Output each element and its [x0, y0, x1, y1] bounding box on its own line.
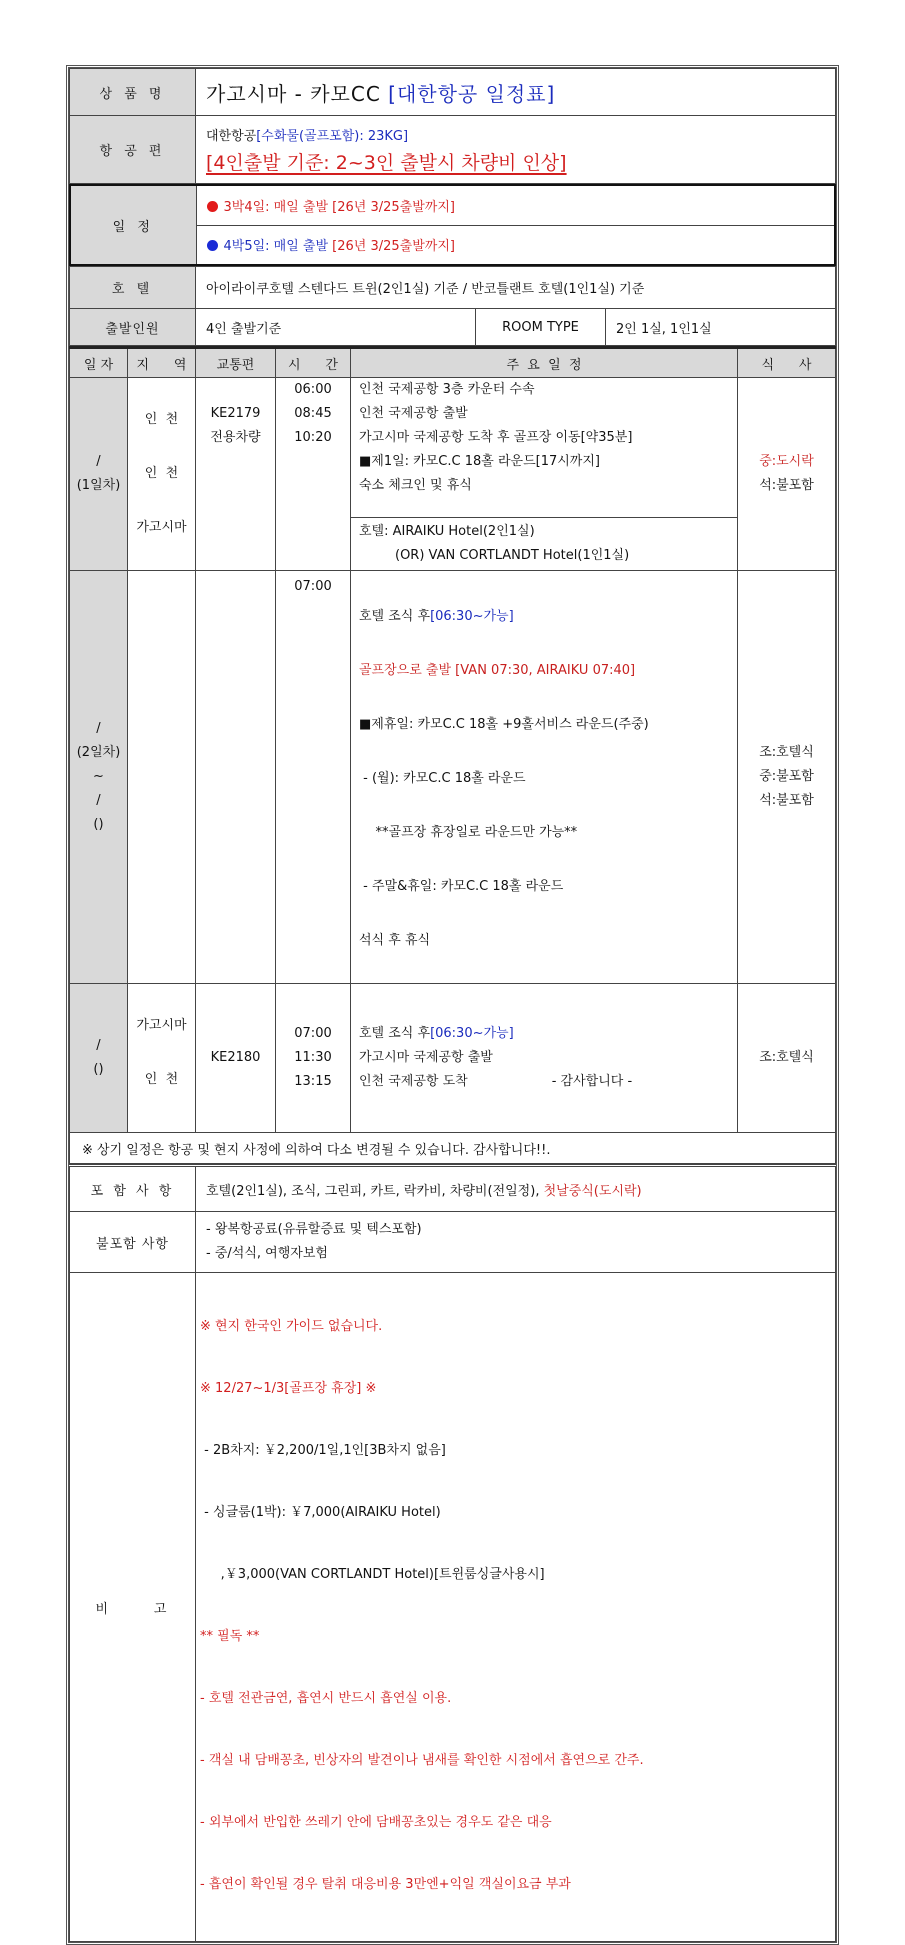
- meal: 조:호텔식: [759, 1050, 814, 1065]
- header-transport: 교통편: [196, 348, 276, 378]
- schedule-row-day1: [70, 378, 836, 518]
- day1-hotel: [351, 517, 738, 570]
- hotel-label: 호 텔: [70, 267, 196, 309]
- remark-line: ** 필독 **: [200, 1629, 260, 1644]
- meal: 중:도시락: [759, 454, 814, 469]
- schedule-table: [69, 346, 836, 1164]
- remarks-value: [196, 1273, 836, 1942]
- plan-line: 인천 국제공항 3층 카운터 수속: [359, 382, 535, 397]
- remarks-label: 비 고: [70, 1273, 196, 1942]
- day3-date: [70, 984, 128, 1133]
- time: 08:45: [294, 406, 332, 421]
- airline: 대한항공: [206, 128, 257, 144]
- plan-line: 골프장으로 출발 [VAN 07:30, AIRAIKU 07:40]: [359, 663, 636, 678]
- hotel-line: (OR) VAN CORTLANDT Hotel(1인1실): [395, 547, 630, 563]
- schedule-row-day3: [70, 984, 836, 1133]
- time: 11:30: [294, 1050, 332, 1065]
- hotel-line: 호텔: AIRAIKU Hotel(2인1실): [359, 523, 535, 539]
- schedule-header-row: [70, 348, 836, 378]
- day3-transport: [196, 984, 276, 1133]
- day1-plans: [351, 378, 738, 518]
- time: 06:00: [294, 382, 332, 397]
- blue-dot-icon: [207, 240, 218, 251]
- time: 07:00: [294, 1026, 332, 1041]
- info-table: [69, 68, 836, 184]
- plan-line: [359, 1070, 737, 1094]
- hotel-value: 아이라이쿠호텔 스텐다드 트윈(2인1실) 기준 / 반코틀랜트 호텔(1인1실) 기준: [196, 267, 836, 309]
- remark-line: ※ 12/27~1/3[골프장 휴장] ※: [200, 1381, 377, 1396]
- day2-date: [70, 571, 128, 984]
- day2-plans: [351, 571, 738, 984]
- product-label: 상 품 명: [70, 69, 196, 116]
- plan-line: - 주말&휴일: 카모C.C 18홀 라운드: [359, 879, 564, 894]
- date-line: (1일차): [76, 478, 121, 493]
- date-line: /: [96, 721, 101, 736]
- plan-line: 가고시마 국제공항 도착 후 골프장 이동[약35분]: [359, 430, 633, 445]
- departure-label: 출발인원: [70, 309, 196, 346]
- flight-label: 항 공 편: [70, 116, 196, 184]
- remark-line: ※ 현지 한국인 가이드 없습니다.: [200, 1319, 383, 1334]
- included-label: 포 함 사 항: [70, 1166, 196, 1212]
- day1-date: [70, 378, 128, 571]
- day2-transport: [196, 571, 276, 984]
- excluded-value: [196, 1212, 836, 1273]
- plan-text: 호텔 조식 후: [359, 609, 431, 624]
- meal: 조:호텔식: [759, 745, 814, 760]
- day2-times: [276, 571, 351, 984]
- transport: KE2180: [210, 1050, 261, 1065]
- region: 가고시마: [136, 520, 187, 535]
- plan-text: 호텔 조식 후: [359, 1026, 431, 1041]
- remark-line: - 2B차지: ￥2,200/1일,1인[3B차지 없음]: [200, 1443, 446, 1458]
- departure-value: 4인 출발기준: [196, 309, 476, 346]
- plan-line: **골프장 휴장일로 라운드만 가능**: [359, 825, 578, 840]
- meal: 중:불포함: [759, 769, 814, 784]
- meal: 석:불포함: [759, 478, 814, 493]
- transport: 전용차량: [210, 430, 261, 445]
- header-meal: 식 사: [738, 348, 836, 378]
- plan-line: 인천 국제공항 출발: [359, 406, 468, 421]
- day2-meals: [738, 571, 836, 984]
- plan-line: [359, 1022, 737, 1046]
- header-time: 시 간: [276, 348, 351, 378]
- plan-time-note: [06:30~가능]: [430, 1026, 514, 1041]
- terms-table: [69, 1164, 836, 1942]
- day2-regions: [128, 571, 196, 984]
- itinerary-option-2: [196, 225, 835, 265]
- schedule-notice: ※ 상기 일정은 항공 및 현지 사정에 의하여 다소 변경될 수 있습니다. 감사합니다!!.: [70, 1133, 836, 1164]
- plan-time-note: [06:30~가능]: [430, 609, 514, 624]
- itinerary-option-1-text: 3박4일: 매일 출발: [223, 199, 333, 215]
- day1-transport: [196, 378, 276, 571]
- excluded-label: 불포함 사항: [70, 1212, 196, 1273]
- day1-meals: [738, 378, 836, 571]
- plan-text: 인천 국제공항 도착: [359, 1074, 468, 1089]
- time: 13:15: [294, 1074, 332, 1089]
- plan-line: [359, 605, 737, 629]
- included-highlight: 첫날중식(도시락): [543, 1183, 642, 1199]
- day1-regions: [128, 378, 196, 571]
- remark-line: - 싱글룸(1박): ￥7,000(AIRAIKU Hotel): [200, 1505, 441, 1520]
- thanks-text: - 감사합니다 -: [551, 1074, 633, 1089]
- itinerary-sheet: [66, 65, 839, 1945]
- region: 인 천: [144, 1072, 179, 1087]
- header-region: 지 역: [128, 348, 196, 378]
- remark-line: - 객실 내 담배꽁초, 빈상자의 발견이나 냄새를 확인한 시점에서 흡연으로 간주.: [200, 1753, 644, 1768]
- product-title-main: 가고시마 - 카모CC: [206, 81, 389, 106]
- header-date: 일 자: [70, 348, 128, 378]
- date-line: /: [96, 1038, 101, 1053]
- plan-line: ■제1일: 카모C.C 18홀 라운드[17시까지]: [359, 454, 600, 469]
- day3-times: [276, 984, 351, 1133]
- schedule-row-day2: [70, 571, 836, 984]
- date-line: (): [93, 1062, 104, 1077]
- remark-line: ,￥3,000(VAN CORTLANDT Hotel)[트윈룸싱글사용시]: [200, 1567, 545, 1582]
- itinerary-option-2-text: 4박5일: 매일 출발: [223, 239, 333, 255]
- plan-line: 가고시마 국제공항 출발: [359, 1050, 493, 1065]
- product-title-sub: [대한항공 일정표]: [388, 81, 556, 106]
- header-plan: 주 요 일 정: [351, 348, 738, 378]
- plan-line: 석식 후 휴식: [359, 933, 431, 948]
- region: 가고시마: [136, 1018, 187, 1033]
- flight-notice: [4인출발 기준: 2~3인 출발시 차량비 인상]: [206, 151, 567, 174]
- day1-times: [276, 378, 351, 571]
- remark-line: - 호텔 전관금연, 흡연시 반드시 흡연실 이용.: [200, 1691, 452, 1706]
- included-value: [196, 1166, 836, 1212]
- remark-line: - 외부에서 반입한 쓰레기 안에 담배꽁초있는 경우도 같은 대응: [200, 1815, 552, 1830]
- remark-line: - 흡연이 확인될 경우 탈취 대응비용 3만엔+익일 객실이요금 부과: [200, 1877, 571, 1892]
- date-line: /: [96, 454, 101, 469]
- plan-line: ■제휴일: 카모C.C 18홀 +9홀서비스 라운드(주중): [359, 717, 649, 732]
- transport: KE2179: [210, 406, 261, 421]
- day3-meals: [738, 984, 836, 1133]
- itinerary-label: 일 정: [70, 185, 196, 265]
- itinerary-option-1-until: [26년 3/25출발까지]: [332, 199, 455, 215]
- itinerary-options-table: [69, 184, 836, 266]
- hotel-table: [69, 266, 836, 346]
- flight-info: [196, 116, 836, 184]
- time: 07:00: [294, 579, 332, 594]
- region: 인 천: [144, 412, 179, 427]
- included-text: 호텔(2인1실), 조식, 그린피, 카트, 락카비, 차량비(전일정),: [206, 1183, 544, 1199]
- room-type-value: 2인 1실, 1인1실: [606, 309, 836, 346]
- itinerary-option-2-until: [26년 3/25출발까지]: [332, 239, 455, 255]
- transport: [196, 378, 275, 402]
- time: 10:20: [294, 430, 332, 445]
- date-line: (): [93, 817, 104, 832]
- day3-regions: [128, 984, 196, 1133]
- excluded-item: - 왕복항공료(유류할증료 및 텍스포함): [206, 1222, 422, 1237]
- itinerary-option-1: [196, 185, 835, 225]
- room-type-label: ROOM TYPE: [476, 309, 606, 346]
- plan-line: - (월): 카모C.C 18홀 라운드: [359, 771, 526, 786]
- schedule-notice-row: [70, 1133, 836, 1164]
- red-dot-icon: [207, 201, 218, 212]
- date-line: (2일차): [76, 745, 121, 760]
- product-title: [196, 69, 836, 116]
- day3-plans: [351, 984, 738, 1133]
- excluded-item: - 중/석식, 여행자보험: [206, 1246, 328, 1261]
- plan-line: 숙소 체크인 및 휴식: [359, 478, 472, 493]
- date-line: ~: [93, 769, 104, 784]
- meal: 석:불포함: [759, 793, 814, 808]
- date-line: /: [96, 793, 101, 808]
- region: 인 천: [144, 466, 179, 481]
- baggage-info: [수화물(골프포함): 23KG]: [256, 128, 409, 144]
